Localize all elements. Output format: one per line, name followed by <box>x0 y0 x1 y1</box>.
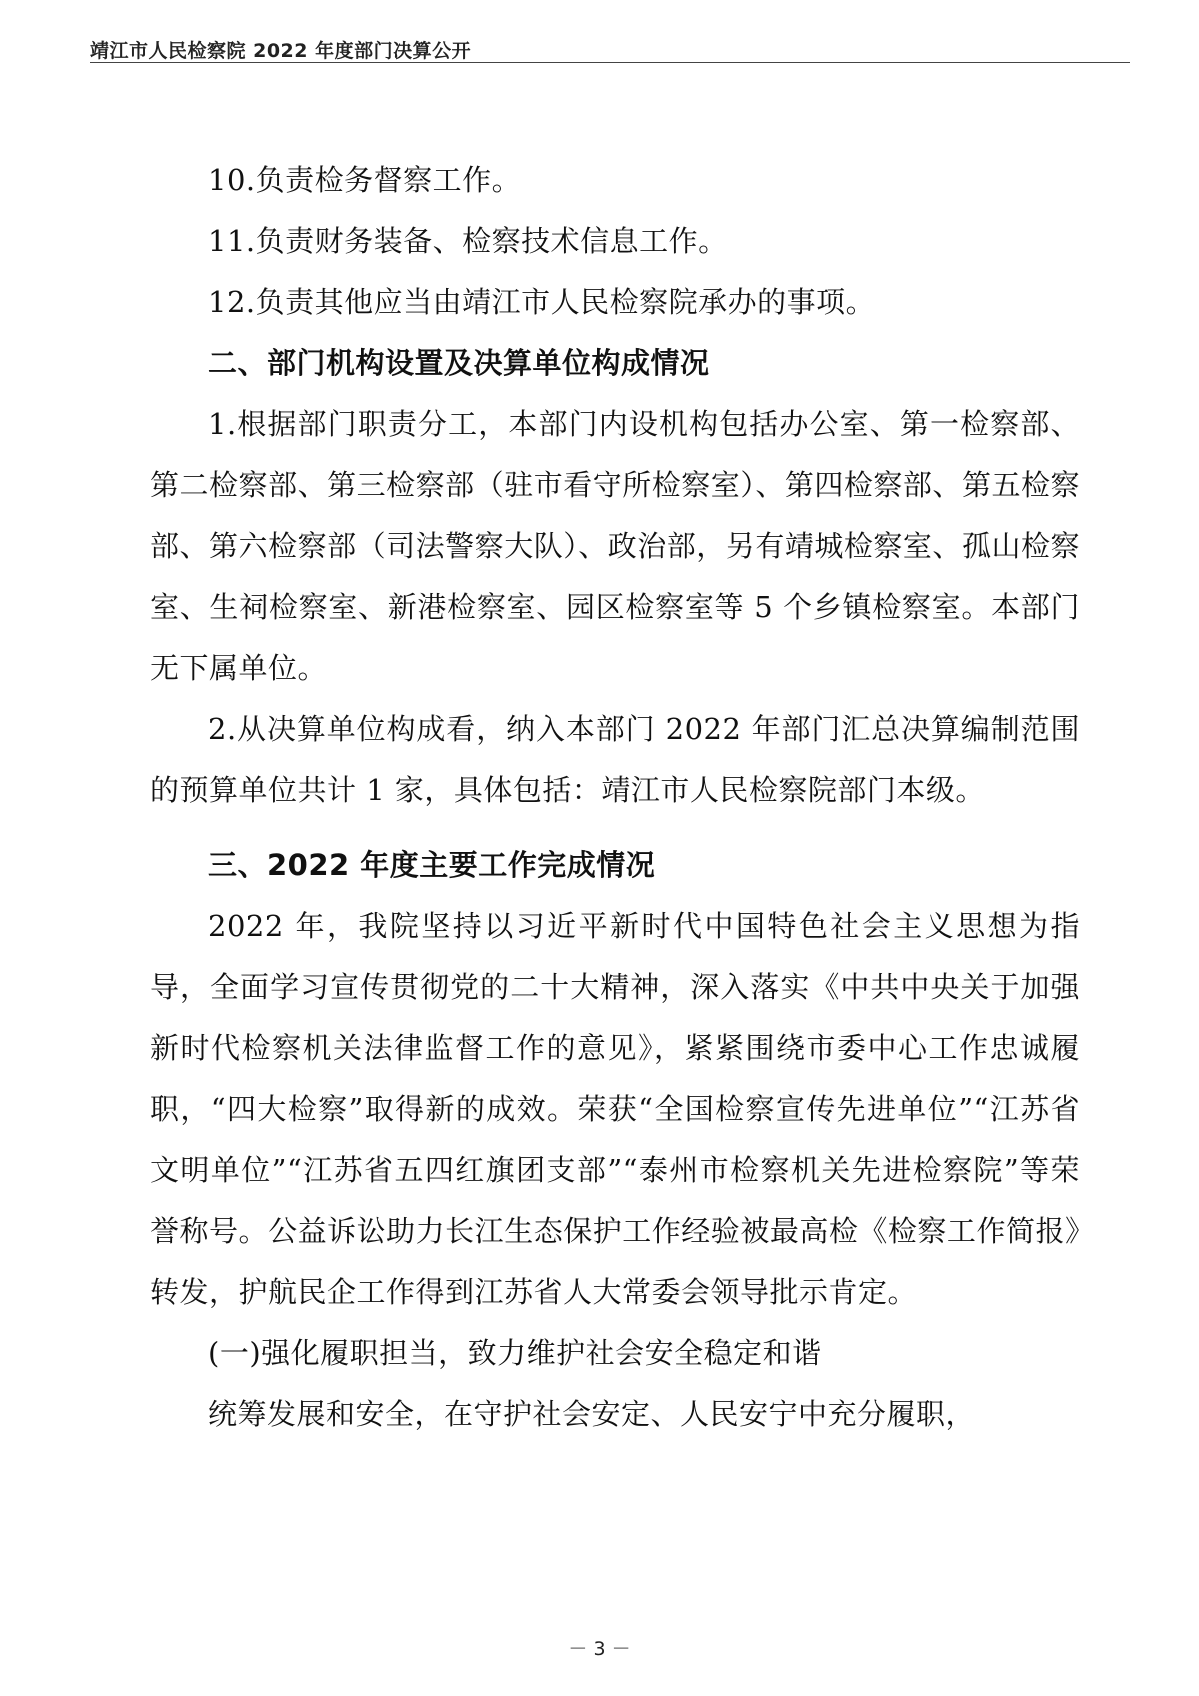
section-gap <box>150 821 1080 835</box>
paragraph-duty-12: 12.负责其他应当由靖江市人民检察院承办的事项。 <box>208 285 876 319</box>
document-body <box>150 150 1080 1445</box>
page-number: － 3 － <box>568 1638 631 1660</box>
section-heading-3: 三、2022 年度主要工作完成情况 <box>208 848 656 882</box>
paragraph-budget-units: 2.从决算单位构成看，纳入本部门 2022 年部门汇总决算编制范围的预算单位共计 1 家，具体包括：靖江市人民检察院部门本级。 <box>150 712 1080 807</box>
document-header-title: 靖江市人民检察院 2022 年度部门决算公开 <box>90 40 472 62</box>
paragraph-work-summary: 2022 年，我院坚持以习近平新时代中国特色社会主义思想为指导，全面学习宣传贯彻党的二十大精神，深入落实《中共中央关于加强新时代检察机关法律监督工作的意见》，紧紧围绕市委中心工作忠诚履职，“四大检察”取得新的成效。荣获“全国检察宣传先进单位”“江苏省文明单位”“江苏省五四红旗团支部”“泰州市检察机关先进检察院”等荣誉称号。公益诉讼助力长江生态保护工作经验被最高检《检察工作简报》转发，护航民企工作得到江苏省人大常委会领导批示肯定。 <box>150 909 1080 1309</box>
paragraph-internal-structure: 1.根据部门职责分工，本部门内设机构包括办公室、第一检察部、第二检察部、第三检察部（驻市看守所检察室）、第四检察部、第五检察部、第六检察部（司法警察大队）、政治部，另有靖城检察室、孤山检察室、生祠检察室、新港检察室、园区检察室等 5 个乡镇检察室。本部门无下属单位。 <box>150 407 1080 685</box>
section-heading-2: 二、部门机构设置及决算单位构成情况 <box>208 346 710 380</box>
paragraph-duty-11: 11.负责财务装备、检察技术信息工作。 <box>208 224 728 258</box>
paragraph-duty-10: 10.负责检务督察工作。 <box>208 163 522 197</box>
header-divider <box>90 62 1130 63</box>
subsection-heading-1: (一)强化履职担当，致力维护社会安全稳定和谐 <box>208 1336 822 1370</box>
paragraph-security: 统筹发展和安全，在守护社会安定、人民安宁中充分履职， <box>208 1397 976 1431</box>
